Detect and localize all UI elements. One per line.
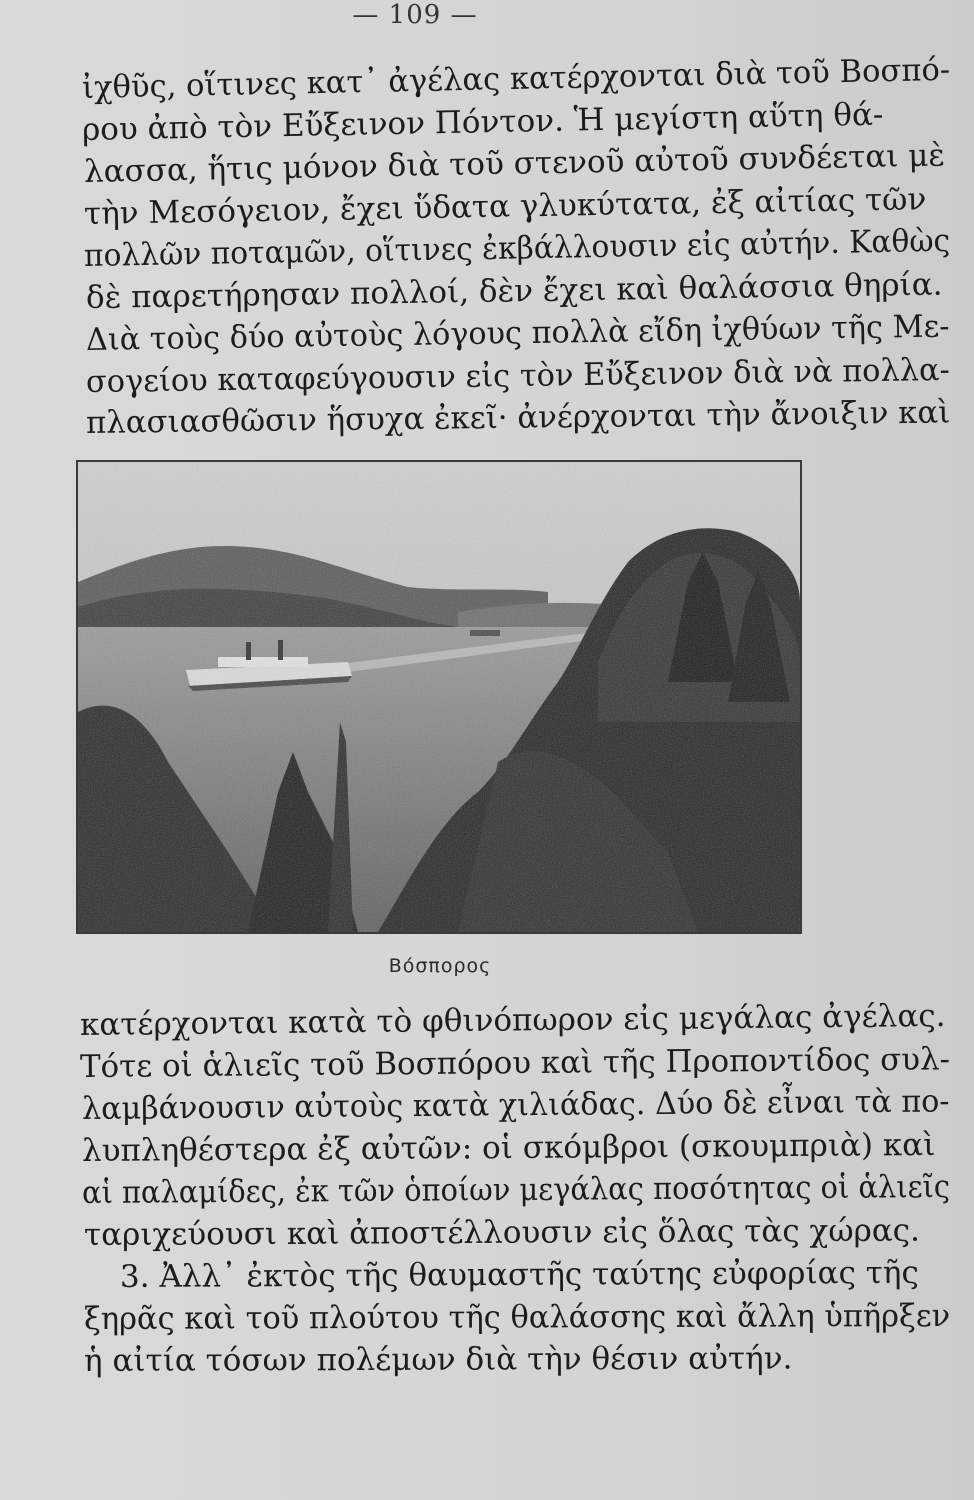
text-line: Διὰ τοὺς δύο αὐτοὺς λόγους πολλὰ εἴδη ἰχθύων τῆς Με- (85, 308, 950, 358)
text-line: ρου ἀπὸ τὸν Εὔξεινον Πόντον. Ἡ μεγίστη αὕτη θά- (81, 96, 884, 148)
bosphorus-photograph (76, 460, 802, 934)
text-line: κατέρχονται κατὰ τὸ φθινόπωρον εἰς μεγάλας ἀγέλας. (79, 997, 946, 1043)
landscape-illustration (78, 462, 800, 932)
text-line: ταριχεύουσι καὶ ἀποστέλλουσιν εἰς ὅλας τὰς χώρας. (83, 1212, 921, 1253)
text-line: ξηρᾶς καὶ τοῦ πλούτου τῆς θαλάσσης καὶ ἄλλη ὑπῆρξεν (83, 1297, 951, 1337)
text-line: πολλῶν ποταμῶν, οἵτινες ἐκβάλλουσιν εἰς αὐτήν. Καθὼς (83, 222, 951, 274)
text-line: δὲ παρετήρησαν πολλοί, δὲν ἔχει καὶ θαλάσσια θηρία. (85, 266, 943, 316)
text-line: σογείου καταφεύγουσιν εἰς τὸν Εὔξεινον διὰ νὰ πολλα- (85, 351, 951, 400)
text-line: ἰχθῦς, οἵτινες κατ᾽ ἀγέλας κατέρχονται διὰ τοῦ Βοσπό- (81, 51, 951, 106)
text-line: λυπληθέστερα ἐξ αὐτῶν: οἱ σκόμβροι (σκουμπριὰ) καὶ (81, 1127, 936, 1169)
text-line: λασσα, ἥτις μόνον διὰ τοῦ στενοῦ αὐτοῦ συνδέεται μὲ (83, 137, 946, 190)
text-line: ἡ αἰτία τόσων πολέμων διὰ τὴν θέσιν αὐτήν. (83, 1340, 793, 1379)
text-line: Τότε οἱ ἁλιεῖς τοῦ Βοσπόρου καὶ τῆς Προποντίδος συλ- (79, 1041, 951, 1085)
text-line: λαμβάνουσιν αὐτοὺς κατὰ χιλιάδας. Δύο δὲ εἶναι τὰ πο- (81, 1083, 950, 1127)
text-line: αἱ παλαμίδες, ἐκ τῶν ὁποίων μεγάλας ποσότητας οἱ ἁλιεῖς (81, 1168, 951, 1211)
text-line: πλασιασθῶσιν ἥσυχα ἐκεῖ· ἀνέρχονται τὴν ἄνοιξιν καὶ (85, 394, 951, 441)
text-line: 3. Ἀλλ᾽ ἐκτὸς τῆς θαυμαστῆς ταύτης εὐφορίας τῆς (119, 1254, 919, 1295)
page-number: — 109 — (352, 0, 478, 30)
text-line: τὴν Μεσόγειον, ἔχει ὕδατα γλυκύτατα, ἐξ αἰτίας τῶν (83, 181, 927, 232)
figure-caption: Βόσπορος (388, 955, 492, 977)
